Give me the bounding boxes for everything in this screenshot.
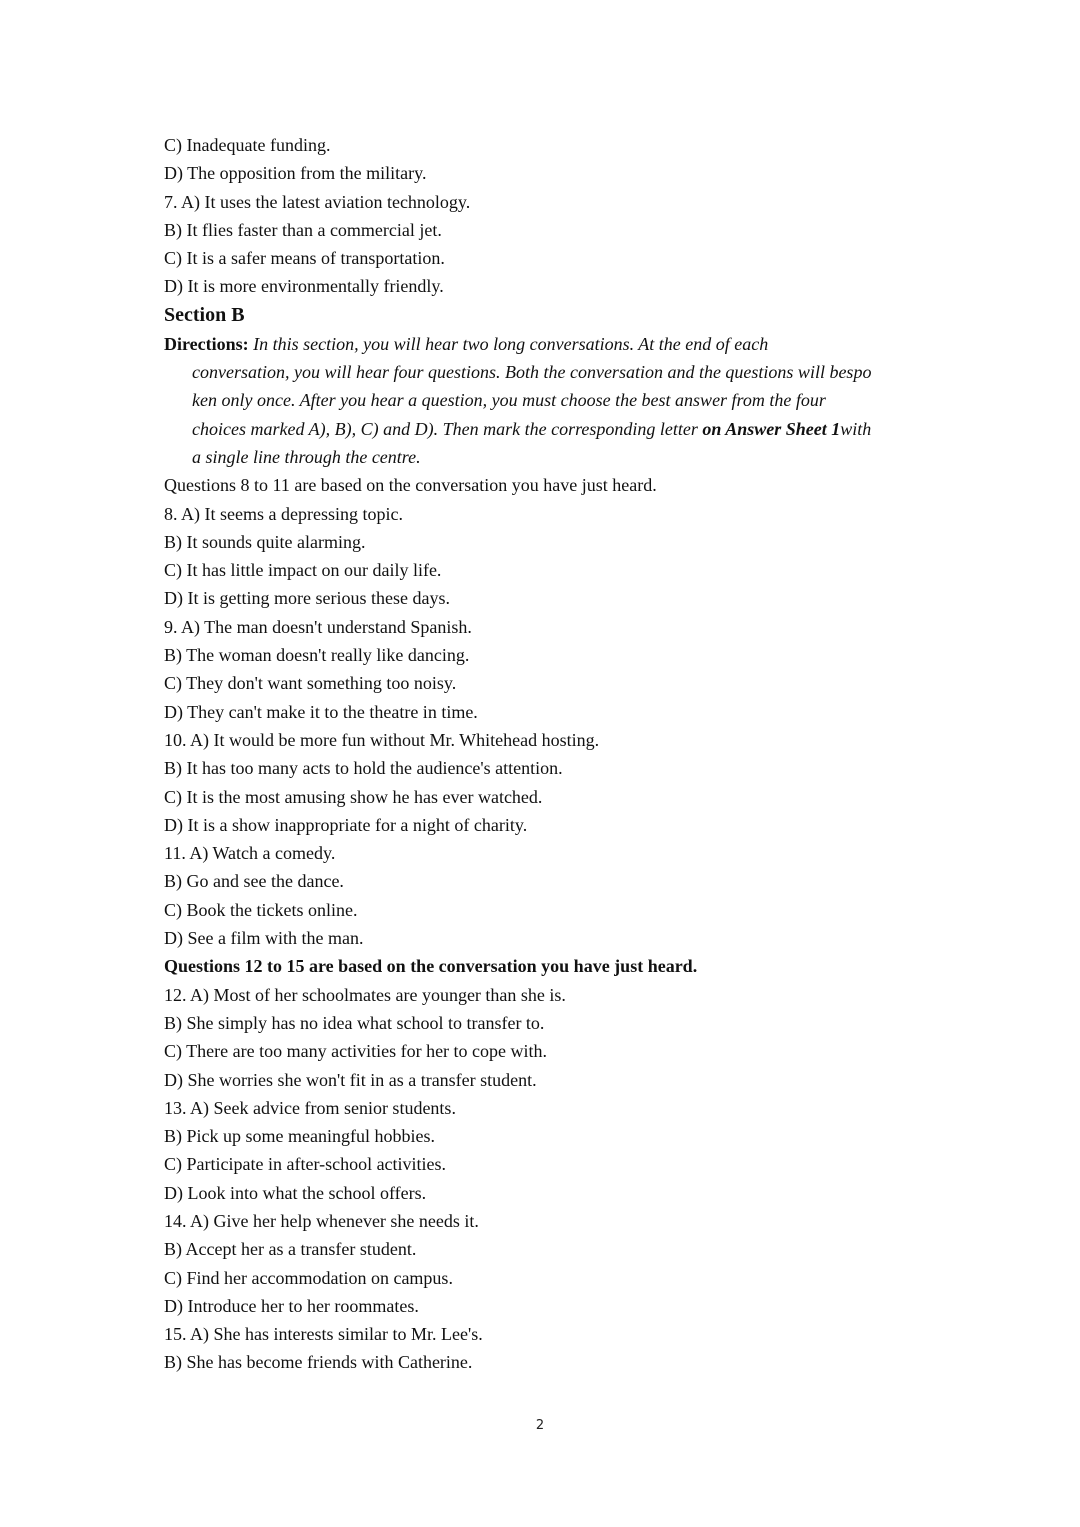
answer-option: C) It is a safer means of transportation. bbox=[164, 248, 445, 269]
question-8: 8. A) It seems a depressing topic. bbox=[164, 503, 403, 524]
page-number: 2 bbox=[535, 1418, 545, 1433]
answer-sheet-reference: on Answer Sheet 1 bbox=[702, 418, 841, 439]
question-7: 7. A) It uses the latest aviation technology. bbox=[164, 191, 471, 212]
directions-label: Directions: bbox=[164, 333, 249, 354]
question-12: 12. A) Most of her schoolmates are younger than she is. bbox=[164, 984, 566, 1005]
document-page bbox=[164, 131, 924, 1377]
question-10: 10. A) It would be more fun without Mr. Whitehead hosting. bbox=[164, 729, 600, 750]
answer-option: B) Go and see the dance. bbox=[164, 871, 344, 892]
directions-block bbox=[164, 330, 924, 471]
directions-text: In this section, you will hear two long conversations. At the end of each bbox=[253, 333, 769, 354]
answer-option: D) Introduce her to her roommates. bbox=[164, 1295, 419, 1316]
answer-option: C) It is the most amusing show he has ever watched. bbox=[164, 786, 543, 807]
answer-option: D) They can't make it to the theatre in time. bbox=[164, 701, 478, 722]
answer-option: B) Accept her as a transfer student. bbox=[164, 1239, 417, 1260]
directions-text: with bbox=[840, 418, 872, 439]
question-11: 11. A) Watch a comedy. bbox=[164, 843, 336, 864]
answer-option: C) Find her accommodation on campus. bbox=[164, 1267, 453, 1288]
question-14: 14. A) Give her help whenever she needs it. bbox=[164, 1210, 479, 1231]
answer-option: C) It has little impact on our daily life. bbox=[164, 560, 442, 581]
question-15: 15. A) She has interests similar to Mr. Lee's. bbox=[164, 1324, 483, 1345]
answer-option: D) She worries she won't fit in as a transfer student. bbox=[164, 1069, 537, 1090]
answer-option: D) See a film with the man. bbox=[164, 928, 364, 949]
answer-option: D) It is more environmentally friendly. bbox=[164, 276, 444, 297]
question-group-intro: Questions 8 to 11 are based on the conversation you have just heard. bbox=[164, 475, 657, 496]
answer-option: B) It flies faster than a commercial jet. bbox=[164, 219, 442, 240]
section-heading: Section B bbox=[164, 303, 245, 326]
question-9: 9. A) The man doesn't understand Spanish. bbox=[164, 616, 472, 637]
question-group-intro: Questions 12 to 15 are based on the conversation you have just heard. bbox=[164, 956, 698, 977]
answer-option: B) It sounds quite alarming. bbox=[164, 531, 366, 552]
directions-text: ken only once. After you hear a question, you must choose the best answer from the four bbox=[192, 390, 826, 411]
answer-option: C) Book the tickets online. bbox=[164, 899, 358, 920]
answer-option: C) Inadequate funding. bbox=[164, 135, 331, 155]
answer-option: B) She has become friends with Catherine. bbox=[164, 1352, 473, 1373]
answer-option: C) Participate in after-school activities. bbox=[164, 1154, 447, 1175]
directions-text: conversation, you will hear four questions. Both the conversation and the questions will bespo bbox=[192, 362, 872, 383]
answer-option: C) They don't want something too noisy. bbox=[164, 673, 457, 694]
answer-option: C) There are too many activities for her to cope with. bbox=[164, 1041, 548, 1062]
answer-option: B) The woman doesn't really like dancing. bbox=[164, 645, 470, 666]
directions-text: a single line through the centre. bbox=[192, 446, 421, 467]
question-13: 13. A) Seek advice from senior students. bbox=[164, 1097, 456, 1118]
answer-option: D) It is getting more serious these days. bbox=[164, 588, 450, 609]
answer-option: D) It is a show inappropriate for a night of charity. bbox=[164, 814, 528, 835]
directions-text: choices marked A), B), C) and D). Then mark the corresponding letter bbox=[192, 418, 703, 439]
answer-option: D) The opposition from the military. bbox=[164, 163, 427, 184]
answer-option: B) It has too many acts to hold the audience's attention. bbox=[164, 758, 563, 779]
answer-option: B) Pick up some meaningful hobbies. bbox=[164, 1126, 435, 1147]
answer-option: B) She simply has no idea what school to transfer to. bbox=[164, 1012, 545, 1033]
answer-option: D) Look into what the school offers. bbox=[164, 1182, 427, 1203]
